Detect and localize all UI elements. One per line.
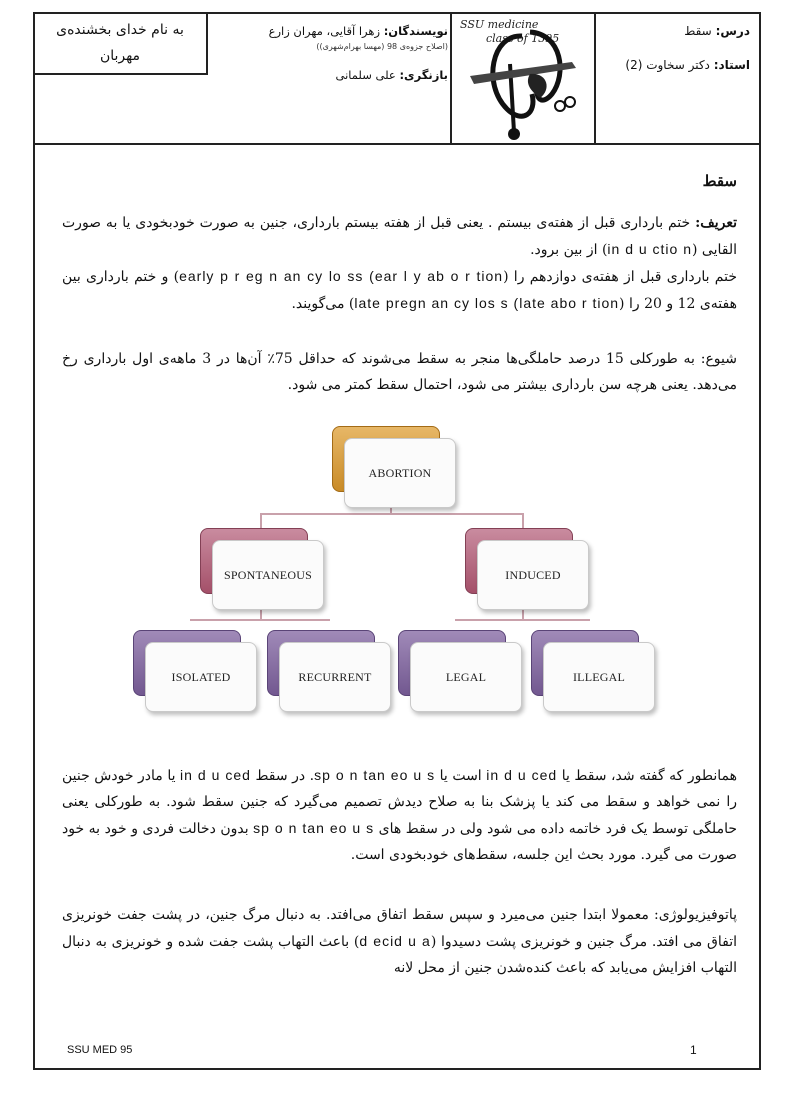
abortion-classification-diagram: [125, 420, 665, 720]
term-decidua: d ecid u a: [359, 933, 431, 949]
connector-level1-bar: [260, 513, 522, 515]
course-value: سقط: [684, 24, 712, 38]
node-spontaneous-label: SPONTANEOUS: [212, 540, 324, 610]
course-label: درس:: [715, 24, 750, 38]
reviewer-label: بازنگری:: [399, 68, 448, 82]
node-isolated-label: ISOLATED: [145, 642, 257, 712]
term-induced-2: in d u ced: [180, 767, 251, 783]
term-spontaneous-2: sp o n tan eo u s: [253, 820, 375, 836]
connector-level2-left-bar: [190, 619, 330, 621]
types-text-1: همانطور که گفته شد، سقط یا: [561, 768, 737, 784]
node-illegal-label: ILLEGAL: [543, 642, 655, 712]
footer-label: SSU MED 95: [67, 1044, 133, 1056]
term-spontaneous: sp o n tan eo u s: [314, 767, 436, 783]
pathophysiology-paragraph: [62, 902, 737, 981]
correction-note: (اصلاح جزوه‌ی 98 (مهسا بهرام‌شهری)): [316, 42, 448, 51]
header-divider-right: [594, 12, 596, 145]
types-text-3: . در سقط: [255, 768, 315, 784]
blessing-line-1: به نام خدای بخشنده‌ی: [56, 22, 184, 38]
patho-text-2: ) باعث التهاب پشت جفت شده و خونریزی به دنبال التهاب افزایش می‌یابد که باعث کنده‌شدن جنین از محل لانه: [62, 934, 737, 976]
course-block: [598, 22, 750, 90]
types-text-5: بدون دخالت فردی و خود به خود صورت می گیرد. مورد بحث این جلسه، سقط‌های خودبخودی است.: [62, 821, 737, 863]
node-induced-label: INDUCED: [477, 540, 589, 610]
term-late-loss: late pregn an cy los s (late abo r tion: [354, 295, 620, 311]
section-heading: سقط: [702, 172, 737, 190]
connector-level2-right-bar: [455, 619, 590, 621]
connector-to-induced: [522, 513, 524, 529]
definition-paragraph: [62, 210, 737, 317]
early-text-2: ) و ختم بارداری بین هفته‌ی 12 و 20 را (: [62, 269, 737, 312]
definition-text-1: ختم بارداری قبل از هفته‌ی بیستم . یعنی قبل از هفته بیستم بارداری، جنین به صورت خودبخودی یا به صورت القایی (: [62, 215, 737, 258]
definition-text-2: ) از بین برود.: [530, 242, 608, 258]
logo-text-2: class of 1395: [486, 32, 560, 45]
blessing-line-2: مهربان: [99, 48, 141, 64]
ssu-medicine-logo: [452, 14, 593, 142]
instructor-label: استاد:: [713, 58, 750, 72]
instructor-value: دکتر سخاوت (2): [625, 58, 710, 72]
term-induced: in d u ced: [486, 767, 558, 783]
authors-label: نویسندگان:: [383, 24, 448, 38]
authors-value: زهرا آقایی، مهران زارع: [268, 24, 381, 38]
node-legal-label: LEGAL: [410, 642, 522, 712]
types-text-4: یا مادر خودش جنین را نمی خواهد و سقط می کند یا پزشک بنا به صلاح دیدش تصمیم می‌گیرد که جنین سقط شود. به طورکلی یعنی حاملگی توسط یک فرد خاتمه داده می شود ولی در سقط های: [62, 768, 737, 837]
term-early-loss: early p r eg n an cy lo ss (ear l y ab o r tion: [179, 268, 504, 284]
early-text-1: ختم بارداری قبل از هفته‌ی دوازدهم را (: [503, 269, 737, 285]
logo-text-1: SSU medicine: [460, 18, 539, 31]
connector-to-spontaneous: [260, 513, 262, 529]
prevalence-paragraph: شیوع: به طورکلی 15 درصد حاملگی‌ها منجر به سقط می‌شوند که حداقل 75٪ آن‌ها در 3 ماهه‌ی اول بارداری رخ می‌دهد. یعنی هرچه سن بارداری بیشتر می شود، احتمال سقط کمتر می شود.: [62, 351, 737, 393]
node-recurrent-label: RECURRENT: [279, 642, 391, 712]
reviewer-value: علی سلمانی: [335, 68, 396, 82]
definition-label: تعریف:: [695, 215, 737, 231]
patho-text-1: پاتوفیزیولوژی: معمولا ابتدا جنین می‌میرد و سپس سقط اتفاق می‌افتد. به دنبال مرگ جنین، در پشت جفت خونریزی اتفاق می افتد. مرگ جنین و خونریزی پشت دسیدوا (: [62, 907, 737, 950]
term-induction: in d u ctio n: [607, 241, 693, 257]
blessing-box: [34, 13, 208, 75]
node-abortion-label: ABORTION: [344, 438, 456, 508]
page-number: 1: [690, 1043, 697, 1057]
late-text-2: ) می‌گویند.: [291, 296, 355, 312]
types-text-2: است یا: [439, 768, 482, 784]
types-paragraph: [62, 762, 737, 868]
authors-block: [250, 22, 448, 84]
